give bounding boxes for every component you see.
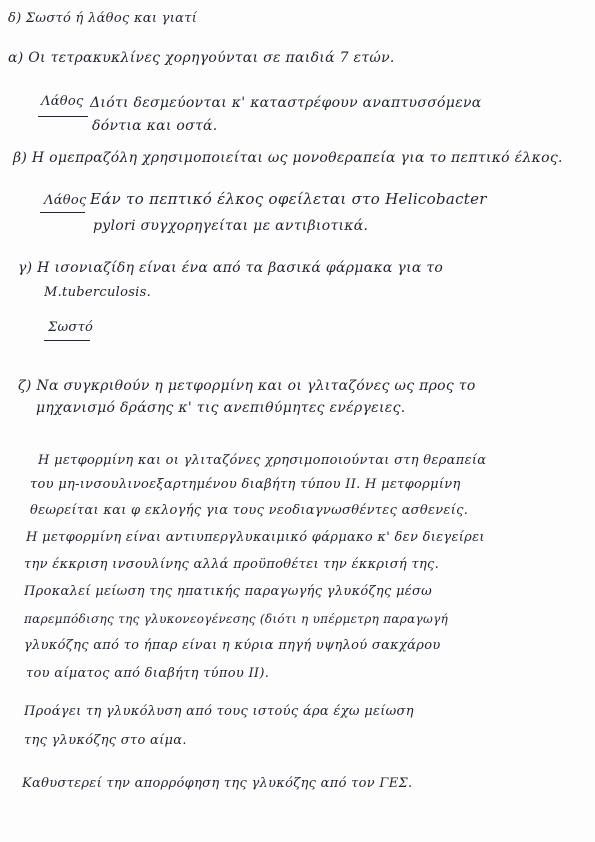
verdict-a-underline <box>38 116 88 117</box>
answer-line-5: την έκκριση ινσουλίνης αλλά προϋποθέτει την έκκρισή της. <box>24 557 440 572</box>
section-z-heading-line-1: ζ) Να συγκριθούν η μετφορμίνη και οι γλιταζόνες ως προς το <box>18 378 476 394</box>
answer-line-6: Προκαλεί μείωση της ηπατικής παραγωγής γλυκόζης μέσω <box>24 584 433 599</box>
answer-line-7: παρεμπόδισης της γλυκονεογένεσης (διότι η υπέρμετρη παραγωγή <box>24 612 449 626</box>
verdict-b-underline <box>40 212 85 213</box>
answer-line-12: Καθυστερεί την απορρόφηση της γλυκόζης από τον ΓΕΣ. <box>22 776 413 791</box>
verdict-a: Λάθος <box>41 94 84 109</box>
section-z-heading-line-2: μηχανισμό δράσης κ' τις ανεπιθύμητες ενέργειες. <box>36 400 406 416</box>
question-a: α) Οι τετρακυκλίνες χορηγούνται σε παιδιά 7 ετών. <box>8 50 395 66</box>
answer-line-10: Προάγει τη γλυκόλυση από τους ιστούς άρα έχω μείωση <box>24 704 414 719</box>
question-header: δ) Σωστό ή λάθος και γιατί <box>8 11 198 26</box>
answer-line-2: του μη-ινσουλινοεξαρτημένου διαβήτη τύπου II. Η μετφορμίνη <box>30 477 461 492</box>
answer-line-9: του αίματος από διαβήτη τύπου II). <box>26 666 270 681</box>
answer-line-1: Η μετφορμίνη και οι γλιταζόνες χρησιμοποιούνται στη θεραπεία <box>38 453 487 468</box>
explanation-a-line-1: Διότι δεσμεύονται κ' καταστρέφουν αναπτυσσόμενα <box>90 95 482 111</box>
answer-line-11: της γλυκόζης στο αίμα. <box>24 733 187 748</box>
answer-line-4: Η μετφορμίνη είναι αντιυπεργλυκαιμικό φάρμακο κ' δεν διεγείρει <box>26 530 485 545</box>
verdict-b: Λάθος <box>44 193 87 208</box>
explanation-a-line-2: δόντια και οστά. <box>92 118 218 134</box>
question-b: β) Η ομεπραζόλη χρησιμοποιείται ως μονοθεραπεία για το πεπτικό έλκος. <box>13 150 563 166</box>
verdict-c-underline <box>44 340 90 341</box>
question-c-line-1: γ) Η ισονιαζίδη είναι ένα από τα βασικά φάρμακα για το <box>18 260 444 276</box>
answer-line-3: θεωρείται και φ εκλογής για τους νεοδιαγνωσθέντες ασθενείς. <box>30 503 469 518</box>
verdict-c: Σωστό <box>48 320 94 335</box>
answer-line-8: γλυκόζης από το ήπαρ είναι η κύρια πηγή υψηλού σακχάρου <box>24 638 441 653</box>
question-c-line-2: M.tuberculosis. <box>44 285 152 300</box>
explanation-b-line-1: Εάν το πεπτικό έλκος οφείλεται στο Helicobacter <box>90 190 487 208</box>
explanation-b-line-2: pylori συγχορηγείται με αντιβιοτικά. <box>93 218 369 234</box>
